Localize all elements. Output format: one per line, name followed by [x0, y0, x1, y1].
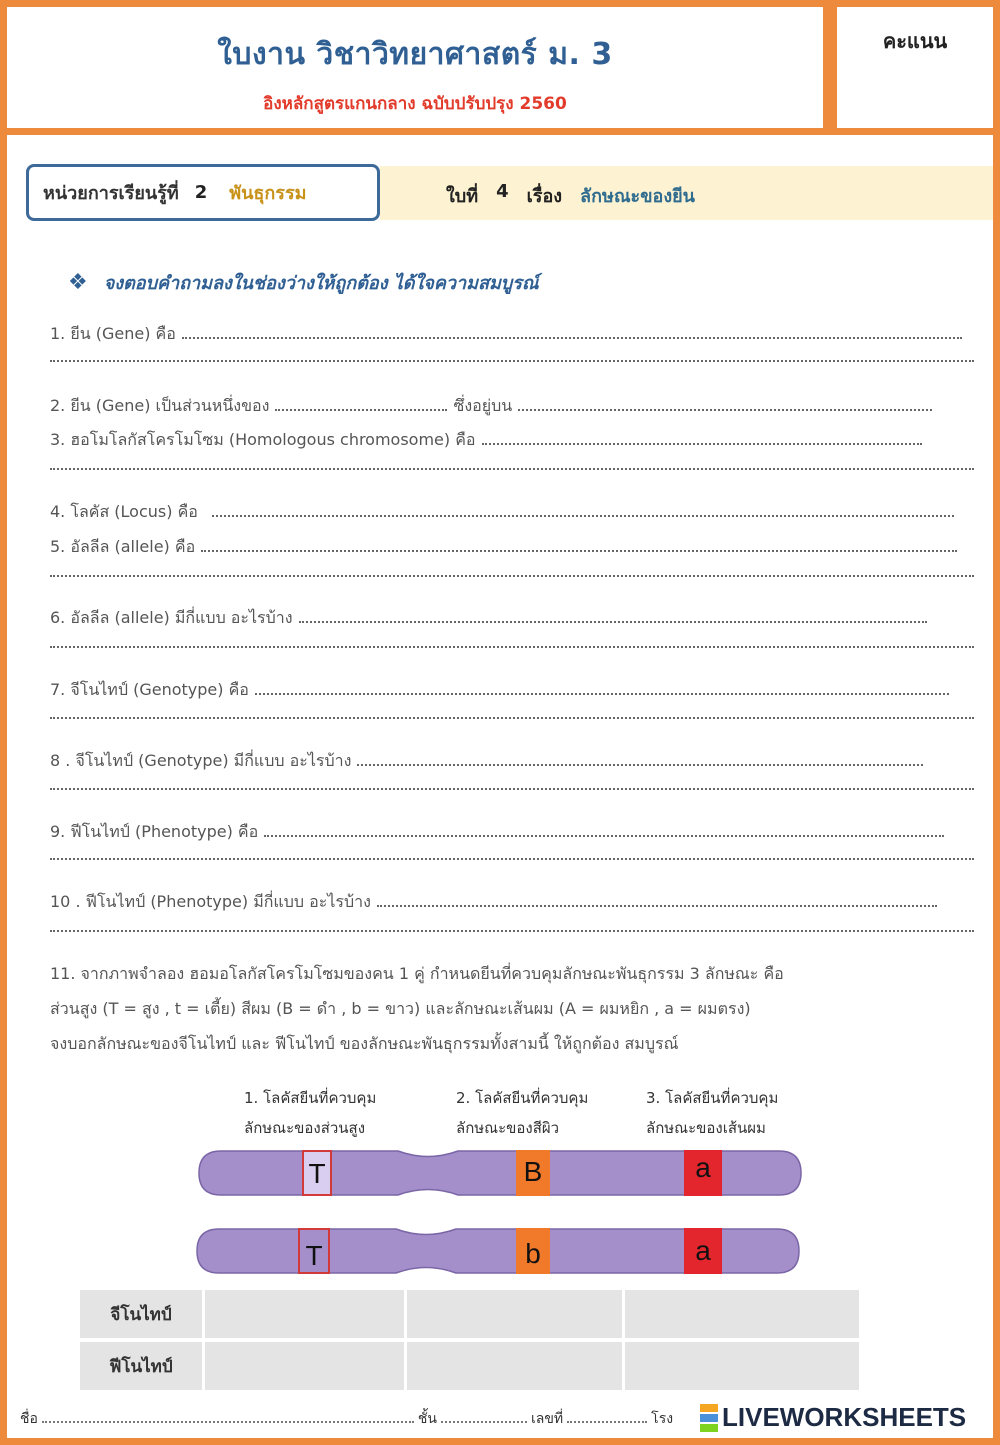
genotype-answer-3[interactable] — [625, 1290, 862, 1342]
question-text: 7. จีโนไทป์ (Genotype) คือ — [50, 680, 249, 699]
score-label: คะแนน — [882, 29, 948, 53]
question-7 — [50, 678, 949, 703]
question-text: 3. ฮอโมโลกัสโครโมโซม (Homologous chromosome) คือ — [50, 430, 476, 449]
question-text: 5. อัลลีล (allele) คือ — [50, 537, 196, 556]
question-3 — [50, 428, 922, 453]
gene-locus-2: b — [516, 1228, 550, 1274]
answer-line[interactable] — [518, 397, 932, 411]
sheet-topic: ลักษณะของยีน — [580, 186, 695, 207]
sheet-label: ใบที่ — [446, 186, 479, 207]
locus-label-line: ลักษณะของส่วนสูง — [244, 1119, 366, 1137]
footer — [20, 1408, 673, 1430]
answer-line[interactable] — [50, 468, 974, 470]
gene-locus-3: a — [684, 1150, 722, 1196]
locus-label-hair — [646, 1083, 778, 1143]
diamond-bullet-icon: ❖ — [68, 270, 88, 295]
sheet-info — [446, 181, 713, 210]
answer-line[interactable] — [264, 823, 944, 837]
q11-line-3: จงบอกลักษณะของจีโนไทป์ และ ฟีโนไทป์ ของลักษณะพันธุกรรมทั้งสามนี้ ให้ถูกต้อง สมบูรณ์ — [50, 1034, 679, 1053]
unit-label: หน่วยการเรียนรู้ที่ — [43, 183, 179, 204]
answer-line[interactable] — [482, 431, 922, 445]
instruction — [68, 268, 539, 297]
genotype-answer-1[interactable] — [205, 1290, 407, 1342]
name-field[interactable] — [42, 1413, 414, 1423]
question-text: 6. อัลลีล (allele) มีกี่แบบ อะไรบ้าง — [50, 608, 293, 627]
locus-label-line: 1. โลคัสยีนที่ควบคุม — [244, 1089, 377, 1107]
answer-line[interactable] — [50, 717, 974, 719]
locus-label-line: 2. โลคัสยีนที่ควบคุม — [456, 1089, 589, 1107]
phenotype-label: ฟีโนไทป์ — [80, 1342, 205, 1394]
locus-label-line: ลักษณะของสีผิว — [456, 1119, 560, 1137]
school-label: โรง — [651, 1411, 674, 1427]
gene-locus-2: B — [516, 1150, 550, 1196]
locus-label-line: 3. โลคัสยีนที่ควบคุม — [646, 1089, 779, 1107]
question-text: 1. ยีน (Gene) คือ — [50, 324, 176, 343]
answer-line[interactable] — [299, 609, 927, 623]
genotype-label: จีโนไทป์ — [80, 1290, 205, 1342]
phenotype-answer-3[interactable] — [625, 1342, 862, 1394]
table-row — [80, 1342, 862, 1394]
answer-line[interactable] — [275, 397, 447, 411]
answer-table — [80, 1290, 862, 1394]
table-row — [80, 1290, 862, 1342]
answer-line[interactable] — [50, 788, 974, 790]
answer-line[interactable] — [50, 858, 974, 860]
locus-label-line: ลักษณะของเส้นผม — [646, 1119, 766, 1137]
question-text: 10 . ฟีโนไทป์ (Phenotype) มีกี่แบบ อะไรบ้าง — [50, 892, 371, 911]
answer-line[interactable] — [50, 646, 974, 648]
answer-line[interactable] — [255, 681, 949, 695]
gene-locus-1: T — [302, 1150, 332, 1196]
genotype-answer-2[interactable] — [407, 1290, 625, 1342]
question-mid-text: ซึ่งอยู่บน — [453, 396, 513, 415]
phenotype-answer-2[interactable] — [407, 1342, 625, 1394]
sheet-number: 4 — [496, 181, 509, 202]
unit-name: พันธุกรรม — [229, 183, 307, 204]
liveworksheets-watermark — [700, 1402, 966, 1433]
answer-line[interactable] — [201, 538, 957, 552]
question-text: 2. ยีน (Gene) เป็นส่วนหนึ่งของ — [50, 396, 270, 415]
question-text: 8 . จีโนไทป์ (Genotype) มีกี่แบบ อะไรบ้าง — [50, 751, 352, 770]
title-box — [0, 0, 830, 135]
phenotype-answer-1[interactable] — [205, 1342, 407, 1394]
score-box — [830, 0, 1000, 135]
question-10 — [50, 890, 937, 915]
q11-line-1: 11. จากภาพจำลอง ฮอมอโลกัสโครโมโซมของคน 1 คู่ กำหนดยีนที่ควบคุมลักษณะพันธุกรรม 3 ลักษณะ คือ — [50, 964, 784, 983]
answer-line[interactable] — [212, 503, 954, 517]
instruction-text: จงตอบคำถามลงในช่องว่างให้ถูกต้อง ได้ใจความสมบูรณ์ — [103, 273, 539, 294]
answer-line[interactable] — [50, 360, 974, 362]
curriculum-subtitle: อิงหลักสูตรแกนกลาง ฉบับปรับปรุง 2560 — [263, 94, 567, 114]
answer-line[interactable] — [50, 930, 974, 932]
q11-line-2: ส่วนสูง (T = สูง , t = เตี้ย) สีผม (B = ดำ , b = ขาว) และลักษณะเส้นผม (A = ผมหยิก , a = ผมตรง) — [50, 999, 751, 1018]
topic-label: เรื่อง — [526, 186, 563, 207]
number-label: เลขที่ — [531, 1411, 564, 1427]
locus-label-height — [244, 1083, 376, 1143]
unit-number: 2 — [194, 182, 208, 203]
question-6 — [50, 606, 927, 631]
question-4 — [50, 500, 954, 525]
answer-line[interactable] — [357, 752, 923, 766]
question-text: 9. ฟีโนไทป์ (Phenotype) คือ — [50, 822, 259, 841]
class-label: ชั้น — [417, 1411, 437, 1427]
question-1 — [50, 322, 962, 347]
question-text: 4. โลคัส (Locus) คือ — [50, 502, 198, 521]
question-8 — [50, 749, 923, 774]
answer-line[interactable] — [50, 575, 974, 577]
question-2 — [50, 394, 932, 419]
question-5 — [50, 535, 957, 560]
locus-label-skin — [456, 1083, 588, 1143]
answer-line[interactable] — [377, 893, 937, 907]
question-9 — [50, 820, 944, 845]
worksheet-title: ใบงาน วิชาวิทยาศาสตร์ ม. 3 — [217, 37, 613, 72]
class-field[interactable] — [441, 1413, 527, 1423]
answer-line[interactable] — [182, 325, 962, 339]
watermark-text: LIVEWORKSHEETS — [722, 1402, 967, 1432]
gene-locus-3: a — [684, 1228, 722, 1274]
liveworksheets-logo-icon — [700, 1403, 718, 1433]
name-label: ชื่อ — [20, 1411, 38, 1427]
gene-locus-1: T — [298, 1228, 330, 1274]
number-field[interactable] — [567, 1413, 647, 1423]
unit-box — [26, 164, 380, 221]
